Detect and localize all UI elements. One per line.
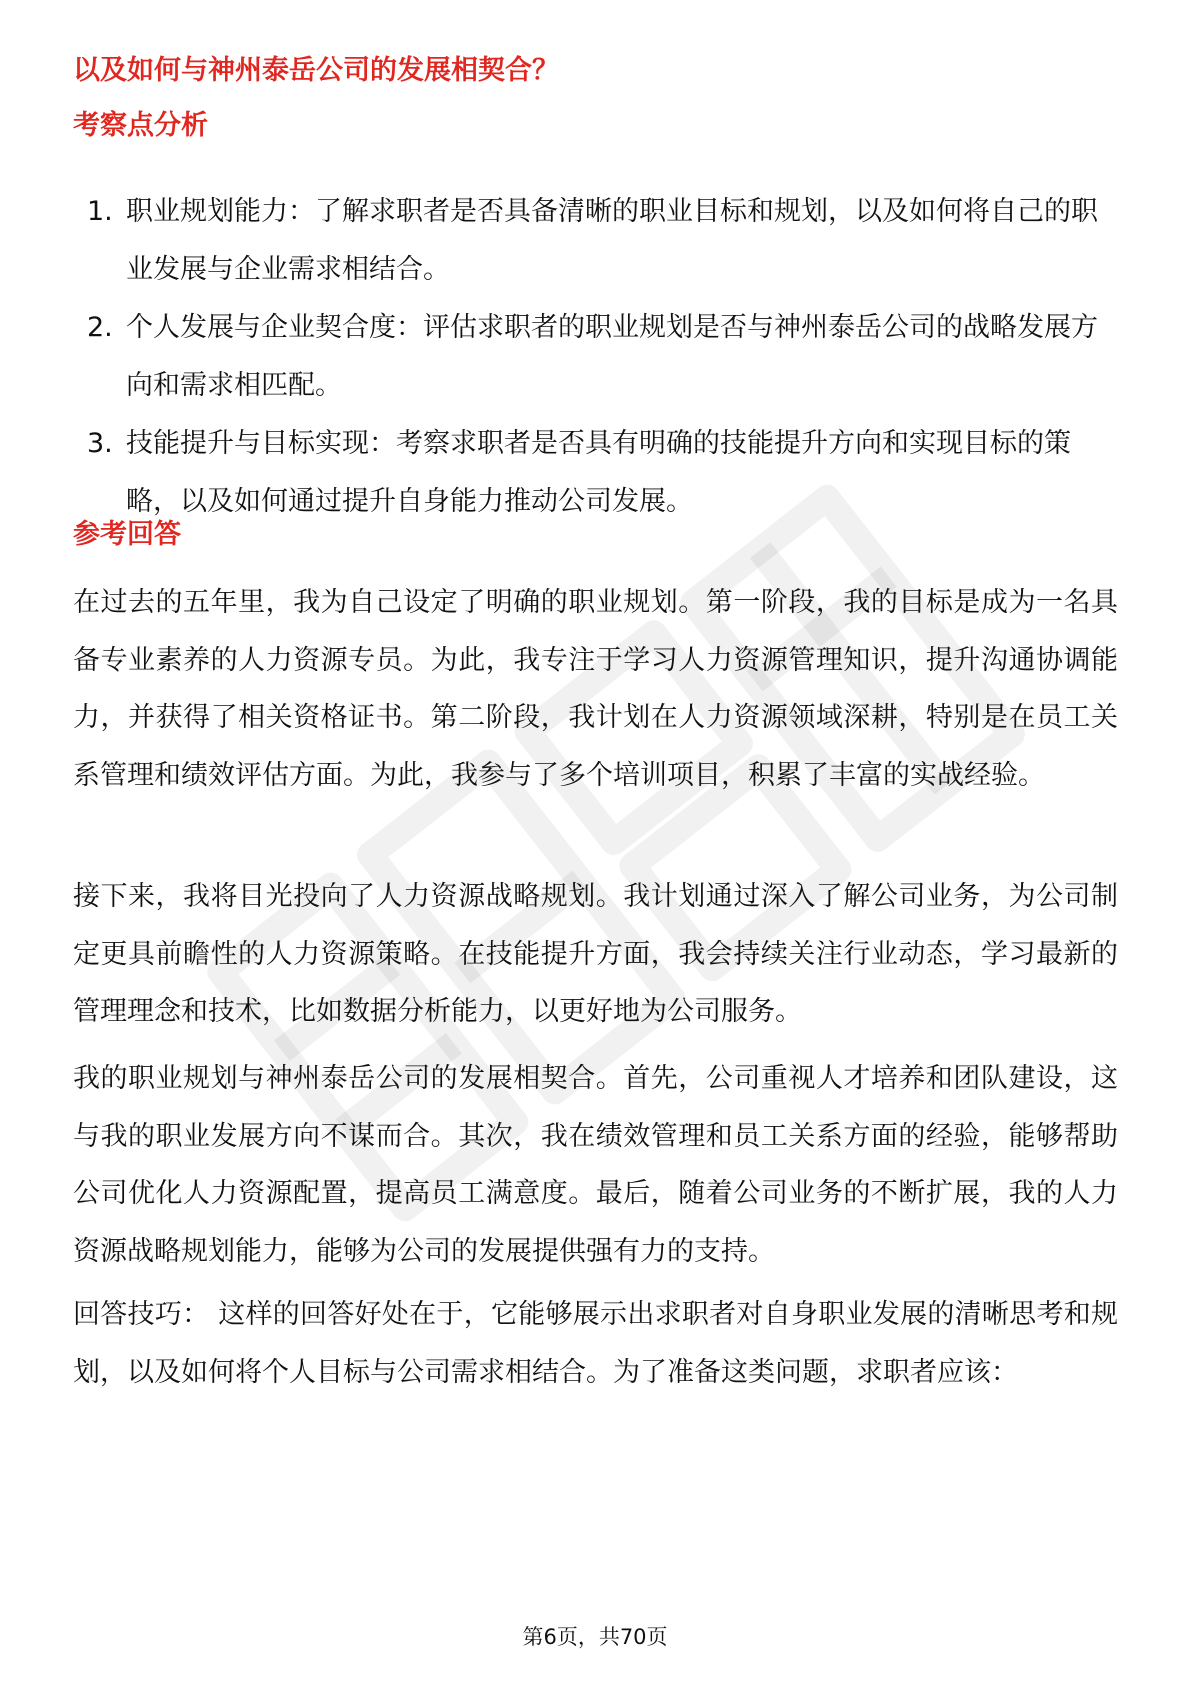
page-footer: 第6页，共70页 bbox=[522, 1625, 668, 1649]
analysis-list bbox=[73, 183, 1113, 531]
section-heading-analysis: 考察点分析 bbox=[73, 110, 208, 141]
analysis-item-text: 职业规划能力：了解求职者是否具备清晰的职业目标和规划，以及如何将自己的职业发展与企业需求相结合。 bbox=[126, 196, 1098, 285]
analysis-item-text: 个人发展与企业契合度：评估求职者的职业规划是否与神州泰岳公司的战略发展方向和需求相匹配。 bbox=[126, 312, 1098, 401]
answer-paragraph-3: 我的职业规划与神州泰岳公司的发展相契合。首先，公司重视人才培养和团队建设，这与我的职业发展方向不谋而合。其次，我在绩效管理和员工关系方面的经验，能够帮助公司优化人力资源配置，提高员工满意度。最后，随着公司业务的不断扩展，我的人力资源战略规划能力，能够为公司的发展提供强有力的支持。 bbox=[73, 1063, 1118, 1267]
question-title: 以及如何与神州泰岳公司的发展相契合？ bbox=[73, 55, 559, 86]
list-number: 1. bbox=[87, 196, 113, 227]
analysis-item-2 bbox=[73, 299, 1113, 415]
answer-paragraph-1: 在过去的五年里，我为自己设定了明确的职业规划。第一阶段，我的目标是成为一名具备专业素养的人力资源专员。为此，我专注于学习人力资源管理知识，提升沟通协调能力，并获得了相关资格证书。第二阶段，我计划在人力资源领域深耕，特别是在员工关系管理和绩效评估方面。为此，我参与了多个培训项目，积累了丰富的实战经验。 bbox=[73, 587, 1118, 791]
analysis-item-1 bbox=[73, 183, 1113, 299]
list-number: 2. bbox=[87, 312, 113, 343]
section-heading-answer: 参考回答 bbox=[73, 519, 181, 550]
list-number: 3. bbox=[87, 428, 113, 459]
analysis-item-text: 技能提升与目标实现：考察求职者是否具有明确的技能提升方向和实现目标的策略，以及如何通过提升自身能力推动公司发展。 bbox=[126, 428, 1071, 517]
analysis-item-3 bbox=[73, 415, 1113, 531]
answer-tips-paragraph: 回答技巧： 这样的回答好处在于，它能够展示出求职者对自身职业发展的清晰思考和规划，以及如何将个人目标与公司需求相结合。为了准备这类问题，求职者应该： bbox=[73, 1299, 1118, 1388]
answer-paragraph-2: 接下来，我将目光投向了人力资源战略规划。我计划通过深入了解公司业务，为公司制定更具前瞻性的人力资源策略。在技能提升方面，我会持续关注行业动态，学习最新的管理理念和技术，比如数据分析能力，以更好地为公司服务。 bbox=[73, 881, 1118, 1027]
